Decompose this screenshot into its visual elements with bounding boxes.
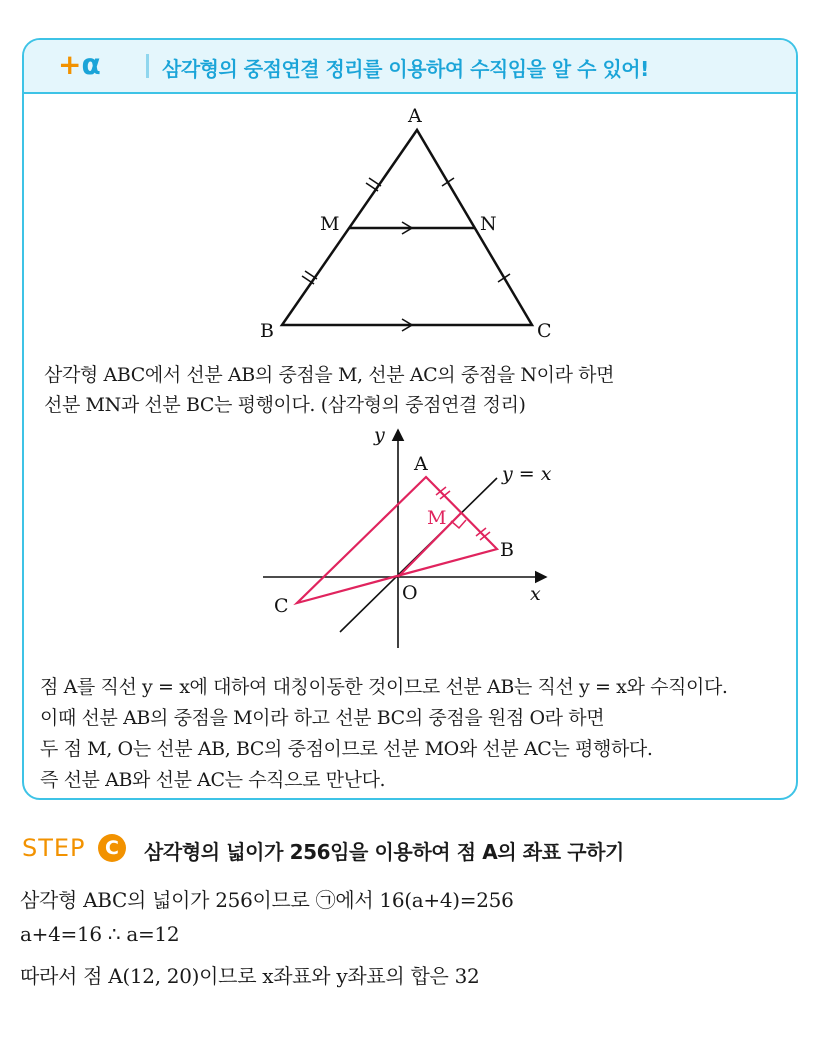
line-label: y = x [502, 463, 552, 485]
explanation2-line4: 즉 선분 AB와 선분 AC는 수직으로 만난다. [40, 769, 386, 791]
plus-alpha-icon: +α [58, 48, 101, 81]
label-A: A [408, 105, 422, 127]
label-A2: A [414, 453, 428, 475]
label-M: M [320, 213, 340, 235]
step-title: 삼각형의 넓이가 256임을 이용하여 점 A의 좌표 구하기 [144, 840, 624, 864]
explanation1-line1: 삼각형 ABC에서 선분 AB의 중점을 M, 선분 AC의 중점을 N이라 하면 [44, 364, 615, 386]
label-M2: M [427, 507, 447, 529]
label-B2: B [500, 539, 514, 561]
triangle-ABC-red [297, 477, 497, 603]
label-C2: C [274, 595, 289, 617]
step-label: STEP [22, 834, 86, 862]
label-B: B [260, 320, 274, 342]
solution-line2: a+4=16 ∴ a=12 [20, 922, 180, 946]
explanation2-line2: 이때 선분 AB의 중점을 M이라 하고 선분 BC의 중점을 원점 O라 하면 [40, 707, 605, 729]
explanation2-line3: 두 점 M, O는 선분 AB, BC의 중점이므로 선분 MO와 선분 AC는 평행하다. [40, 738, 653, 760]
hint-box-title: 삼각형의 중점연결 정리를 이용하여 수직임을 알 수 있어! [162, 57, 649, 81]
label-O: O [402, 582, 418, 604]
step-letter-badge: C [98, 834, 126, 862]
axis-x-label: x [530, 583, 541, 605]
label-C: C [537, 320, 552, 342]
explanation2-line1: 점 A를 직선 y = x에 대하여 대칭이동한 것이므로 선분 AB는 직선 y = x와 수직이다. [40, 676, 728, 698]
label-N: N [480, 213, 497, 235]
solution-line3: 따라서 점 A(12, 20)이므로 x좌표와 y좌표의 합은 32 [20, 964, 480, 988]
solution-line1: 삼각형 ABC의 넓이가 256이므로 ㉠에서 16(a+4)=256 [20, 888, 514, 912]
explanation1-line2: 선분 MN과 선분 BC는 평행이다. (삼각형의 중점연결 정리) [44, 394, 526, 416]
axis-y-label: y [374, 424, 385, 446]
